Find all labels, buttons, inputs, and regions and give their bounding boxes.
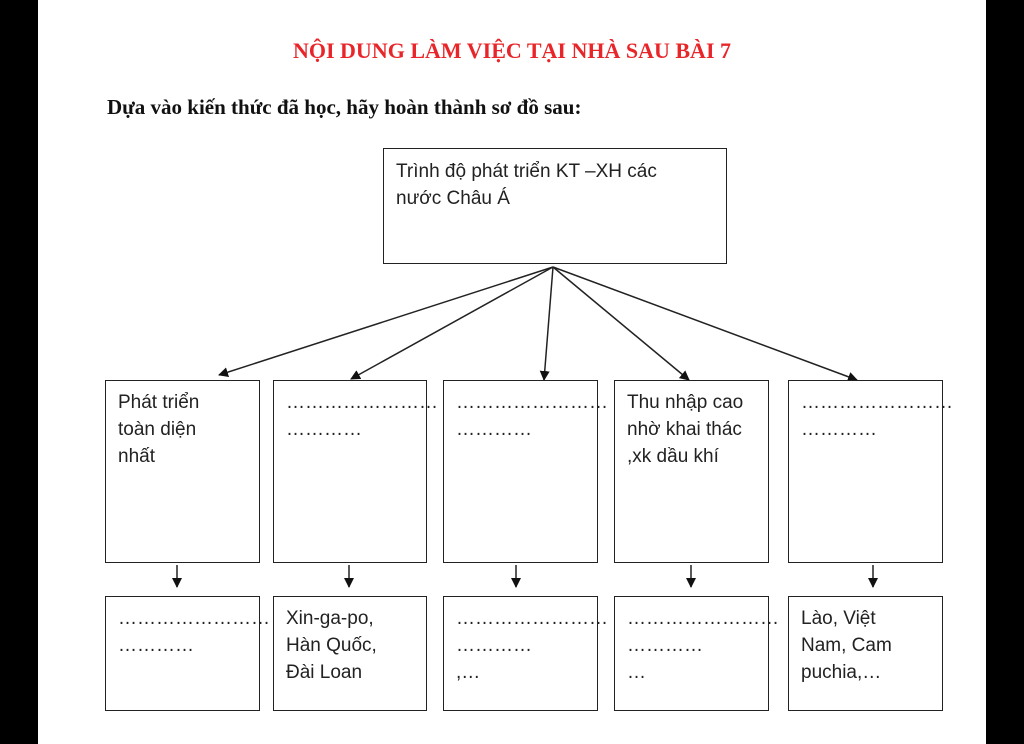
- root-box: Trình độ phát triển KT –XH các nước Châu Á: [383, 148, 727, 264]
- level2-box-2: Xin-ga-po, Hàn Quốc, Đài Loan: [273, 596, 427, 711]
- level1-box-4: Thu nhập cao nhờ khai thác ,xk dầu khí: [614, 380, 769, 563]
- level1-box-5: …………………… …………: [788, 380, 943, 563]
- instruction-text: Dựa vào kiến thức đã học, hãy hoàn thành sơ đồ sau:: [107, 95, 582, 119]
- level2-box-5: Lào, Việt Nam, Cam puchia,…: [788, 596, 943, 711]
- level2-box-4: …………………… ………… …: [614, 596, 769, 711]
- connector-root-5: [553, 267, 857, 380]
- level1-box-2: …………………… …………: [273, 380, 427, 563]
- level2-box-1: …………………… …………: [105, 596, 260, 711]
- level2-box-3: …………………… ………… ,…: [443, 596, 598, 711]
- level1-box-3: …………………… …………: [443, 380, 598, 563]
- level1-box-1: Phát triển toàn diện nhất: [105, 380, 260, 563]
- connector-root-3: [544, 267, 553, 380]
- connector-root-4: [553, 267, 689, 380]
- page-title: NỘI DUNG LÀM VIỆC TẠI NHÀ SAU BÀI 7: [292, 38, 732, 63]
